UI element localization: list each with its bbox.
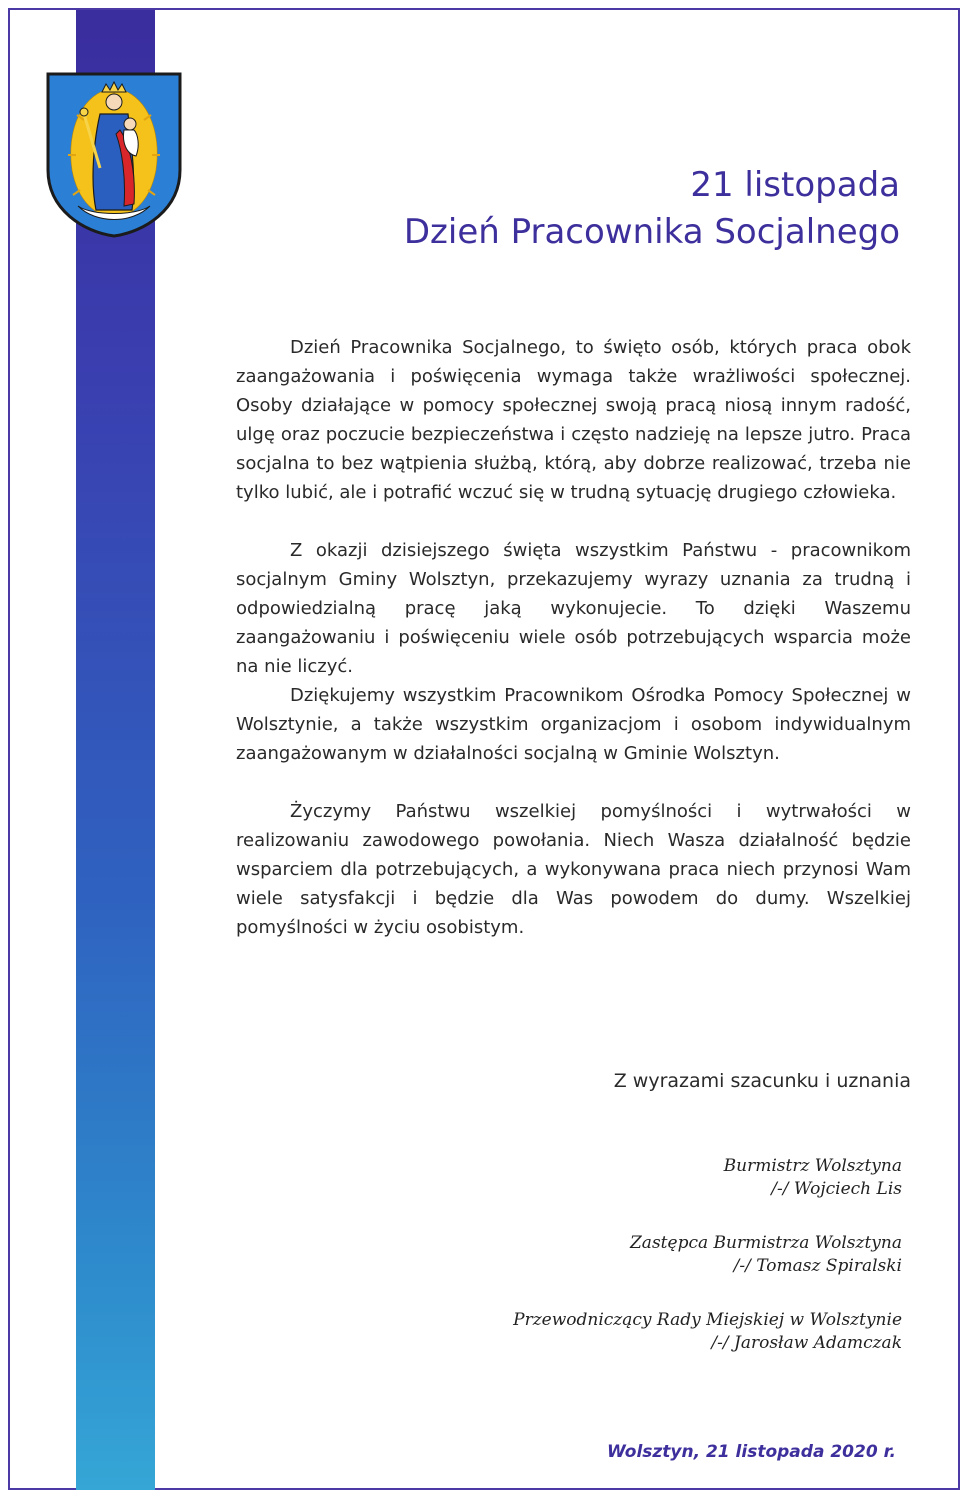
signature-role: Zastępca Burmistrza Wolsztyna bbox=[630, 1233, 902, 1253]
body-paragraph: Z okazji dzisiejszego święta wszystkim Państwu - pracownikom socjalnym Gminy Wolsztyn, przekazujemy wyrazy uznania za trudną i odpowiedzialną pracę jaką wykonujecie. To dzięki Waszemu zaangażowaniu i poświęceniu wiele osób potrzebujących wsparcia może na nie liczyć. bbox=[236, 540, 911, 677]
body-paragraph: Dziękujemy wszystkim Pracownikom Ośrodka Pomocy Społecznej w Wolsztynie, a także wszystkim organizacjom i osobom indywidualnym zaangażowanym w działalności socjalną w Gminie Wolsztyn. bbox=[236, 685, 911, 764]
coat-of-arms-icon bbox=[44, 70, 184, 240]
signature-role: Burmistrz Wolsztyna bbox=[723, 1156, 902, 1176]
place-and-date: Wolsztyn, 21 listopada 2020 r. bbox=[606, 1442, 896, 1462]
signature-role: Przewodniczący Rady Miejskiej w Wolsztynie bbox=[513, 1310, 902, 1330]
signature-block bbox=[513, 1232, 902, 1278]
letter-body bbox=[236, 333, 911, 942]
signature-name: /-/ Wojciech Lis bbox=[771, 1179, 902, 1199]
body-paragraph: Życzymy Państwu wszelkiej pomyślności i wytrwałości w realizowaniu zawodowego powołania. Niech Wasza działalność będzie wsparciem dla potrzebujących, a wykonywana praca niech przynosi Wam wiele satysfakcji i będzie dla Was powodem do dumy. Wszelkiej pomyślności w życiu osobistym. bbox=[236, 801, 911, 938]
title-occasion: Dzień Pracownika Socjalnego bbox=[403, 212, 900, 252]
signatures bbox=[513, 1155, 902, 1386]
signature-block bbox=[513, 1309, 902, 1355]
signature-name: /-/ Jarosław Adamczak bbox=[711, 1333, 902, 1353]
signature-block bbox=[513, 1155, 902, 1201]
title-date: 21 listopada bbox=[690, 165, 900, 205]
signature-name: /-/ Tomasz Spiralski bbox=[733, 1256, 902, 1276]
closing-phrase: Z wyrazami szacunku i uznania bbox=[613, 1070, 911, 1092]
body-paragraph: Dzień Pracownika Socjalnego, to święto osób, których praca obok zaangażowania i poświęcenia wymaga także wrażliwości społecznej. Osoby działające w pomocy społecznej swoją pracą niosą innym radość, ulgę oraz poczucie bezpieczeństwa i często nadzieję na lepsze jutro. Praca socjalna to bez wątpienia służbą, którą, aby dobrze realizować, trzeba nie tylko lubić, ale i potrafić wczuć się w trudną sytuację drugiego człowieka. bbox=[236, 337, 911, 503]
page-title bbox=[404, 162, 900, 256]
